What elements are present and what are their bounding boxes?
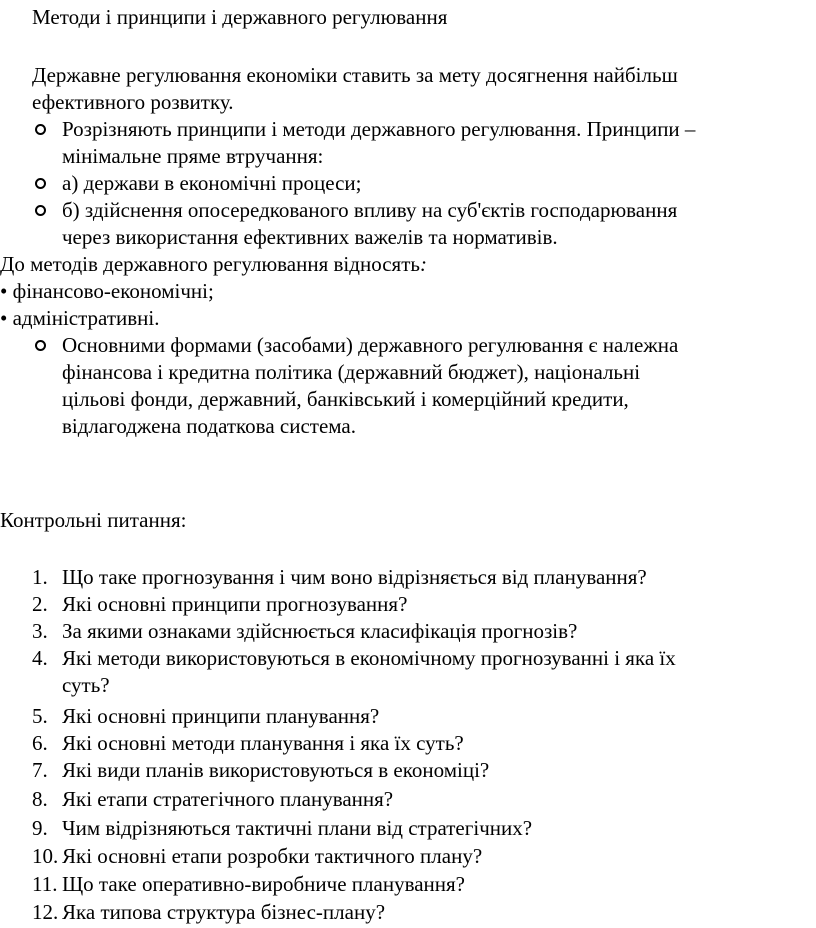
- question-text: За якими ознаками здійснюється класифікація прогнозів?: [62, 619, 578, 643]
- question-number: 9.: [32, 816, 48, 840]
- question-text: Які основні принципи прогнозування?: [62, 592, 408, 616]
- bullet-text: фінансова і кредитна політика (державний бюджет), національні: [62, 360, 641, 384]
- question-text: Які етапи стратегічного планування?: [62, 787, 394, 811]
- questions-heading: Контрольні питання:: [0, 508, 187, 532]
- question-number: 5.: [32, 704, 48, 728]
- bullet-text: а) держави в економічні процеси;: [62, 171, 362, 195]
- question-text: Що таке оперативно-виробниче планування?: [62, 872, 465, 896]
- intro-line-2: ефективного розвитку.: [32, 90, 234, 114]
- methods-item: • адміністративні.: [0, 306, 160, 330]
- question-number: 11.: [32, 872, 58, 896]
- question-text: Які види планів використовуються в економіці?: [62, 758, 490, 782]
- methods-item: • фінансово-економічні;: [0, 279, 214, 303]
- question-number: 10.: [32, 844, 59, 868]
- document-title: Методи і принципи і державного регулювання: [32, 5, 448, 29]
- question-text: Яка типова структура бізнес-плану?: [62, 900, 386, 924]
- question-number: 8.: [32, 787, 48, 811]
- bullet-text: мінімальне пряме втручання:: [62, 144, 324, 168]
- intro-line-1: Державне регулювання економіки ставить за мету досягнення найбільш: [32, 63, 678, 87]
- question-number: 3.: [32, 619, 48, 643]
- question-text: суть?: [62, 673, 110, 697]
- circle-bullet-icon: [35, 178, 46, 189]
- methods-heading: До методів державного регулювання відносять:: [0, 252, 427, 276]
- question-text: Чим відрізняються тактичні плани від стратегічних?: [62, 816, 533, 840]
- question-number: 6.: [32, 731, 48, 755]
- question-text: Що таке прогнозування і чим воно відрізняється від планування?: [62, 565, 647, 589]
- bullet-text: відлагоджена податкова система.: [62, 414, 356, 438]
- question-number: 2.: [32, 592, 48, 616]
- bullet-text: Розрізняють принципи і методи державного регулювання. Принципи –: [62, 117, 696, 141]
- circle-bullet-icon: [35, 205, 46, 216]
- circle-bullet-icon: [35, 124, 46, 135]
- question-text: Які методи використовуються в економічному прогнозуванні і яка їх: [62, 646, 676, 670]
- bullet-text: цільові фонди, державний, банківський і комерційний кредити,: [62, 387, 629, 411]
- question-number: 12.: [32, 900, 59, 924]
- question-number: 1.: [32, 565, 48, 589]
- circle-bullet-icon: [35, 340, 46, 351]
- bullet-text: Основними формами (засобами) державного регулювання є належна: [62, 333, 679, 357]
- question-text: Які основні принципи планування?: [62, 704, 380, 728]
- question-number: 7.: [32, 758, 48, 782]
- bullet-text: через використання ефективних важелів та нормативів.: [62, 225, 558, 249]
- question-number: 4.: [32, 646, 48, 670]
- question-text: Які основні етапи розробки тактичного плану?: [62, 844, 483, 868]
- bullet-text: б) здійснення опосередкованого впливу на суб'єктів господарювання: [62, 198, 678, 222]
- question-text: Які основні методи планування і яка їх суть?: [62, 731, 464, 755]
